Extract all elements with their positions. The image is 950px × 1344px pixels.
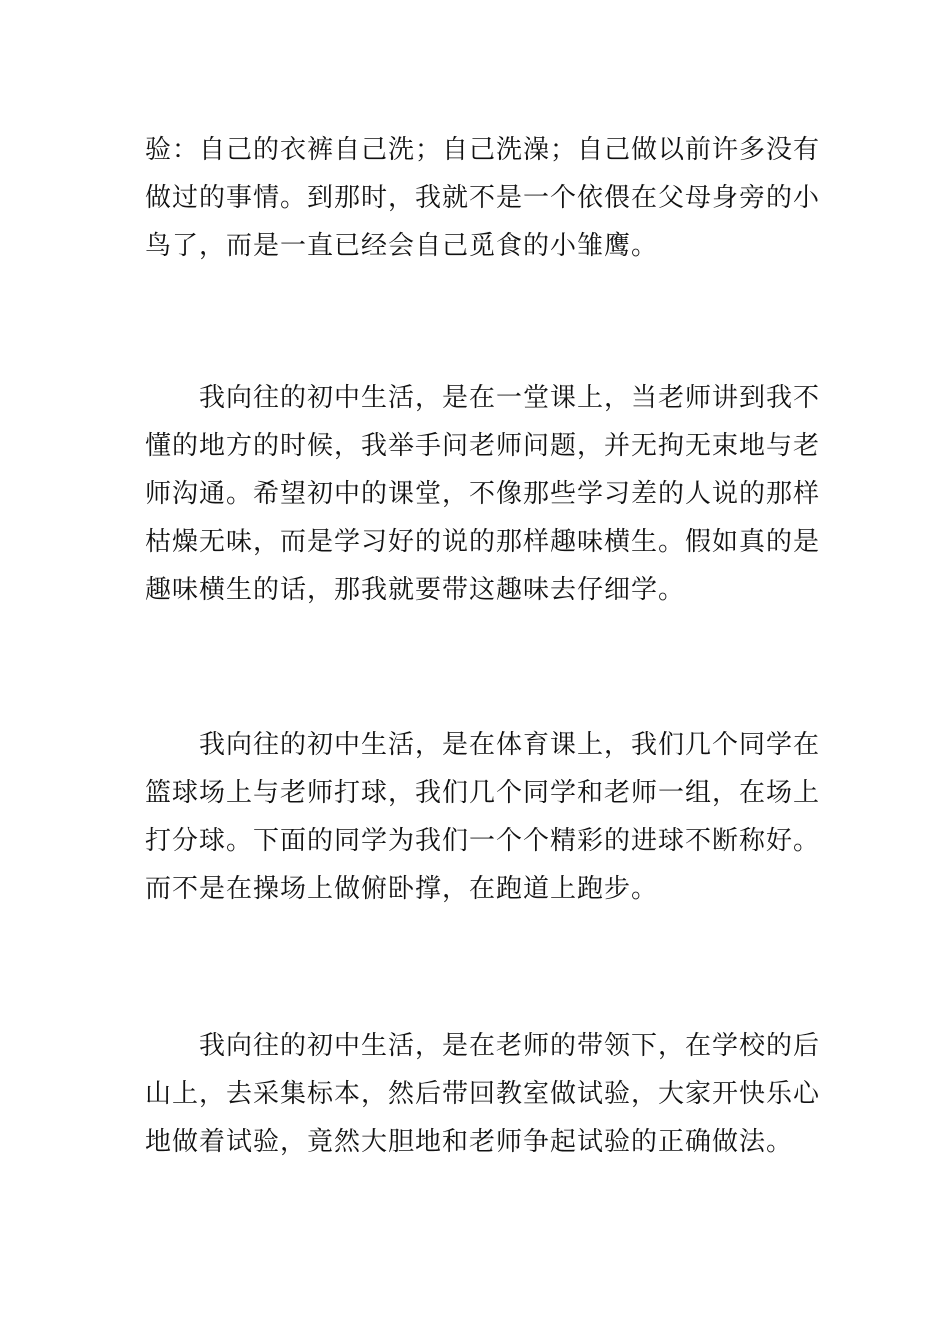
paragraph-4-line-1: 我向往的初中生活，是在老师的带领下，在学校的后: [199, 1031, 821, 1061]
paragraph-3-line-4: 而不是在操场上做俯卧撑，在跑道上跑步。: [145, 874, 659, 904]
paragraph-1-line-1: 验：自己的衣裤自己洗；自己洗澡；自己做以前许多没有: [145, 135, 821, 165]
paragraph-2-line-4: 枯燥无味，而是学习好的说的那样趣味横生。假如真的是: [145, 527, 821, 557]
paragraph-3-line-3: 打分球。下面的同学为我们一个个精彩的进球不断称好。: [145, 826, 821, 856]
paragraph-2-line-5: 趣味横生的话，那我就要带这趣味去仔细学。: [145, 575, 686, 605]
paragraph-4-line-3: 地做着试验，竟然大胆地和老师争起试验的正确做法。: [145, 1127, 794, 1157]
paragraph-2-line-1: 我向往的初中生活，是在一堂课上，当老师讲到我不: [199, 383, 821, 413]
paragraph-4-line-2: 山上，去采集标本，然后带回教室做试验，大家开快乐心: [145, 1079, 821, 1109]
paragraph-1-line-3: 鸟了，而是一直已经会自己觅食的小雏鹰。: [145, 231, 659, 261]
paragraph-2: [145, 374, 821, 614]
paragraph-3-line-1: 我向往的初中生活，是在体育课上，我们几个同学在: [199, 730, 821, 760]
paragraph-3-line-2: 篮球场上与老师打球，我们几个同学和老师一组，在场上: [145, 778, 821, 808]
paragraph-2-line-2: 懂的地方的时候，我举手问老师问题，并无拘无束地与老: [145, 431, 821, 461]
paragraph-2-line-3: 师沟通。希望初中的课堂，不像那些学习差的人说的那样: [145, 479, 821, 509]
paragraph-1-line-2: 做过的事情。到那时，我就不是一个依偎在父母身旁的小: [145, 183, 821, 213]
paragraph-3: [145, 721, 821, 913]
paragraph-4: [145, 1022, 821, 1166]
paragraph-1: [145, 126, 821, 270]
